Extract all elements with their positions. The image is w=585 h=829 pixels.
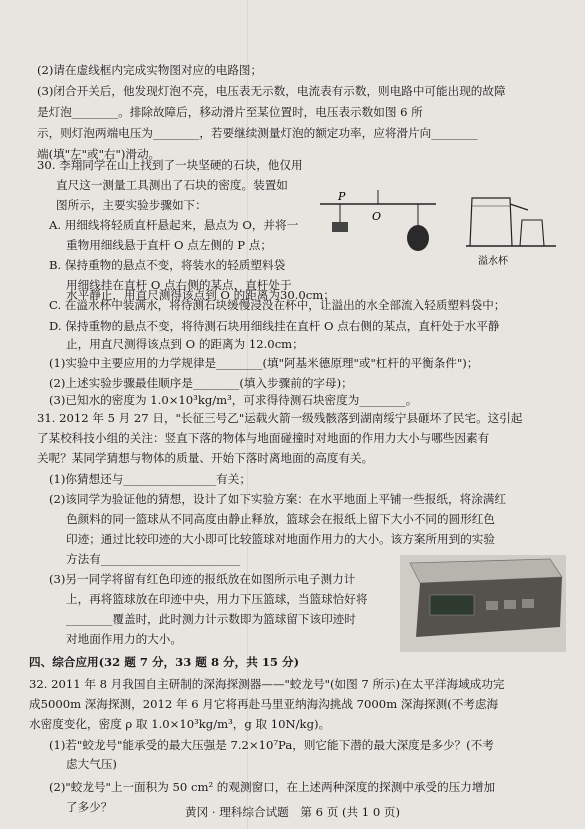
q29-part2: (2)请在虚线框内完成实物图对应的电路图； bbox=[37, 63, 263, 77]
overflow-cup-body bbox=[470, 198, 512, 246]
q30-sub3: (3)已知水的密度为 1.0×10³kg/m³，可求得待测石块密度为________。 bbox=[49, 393, 418, 407]
scale-button-2 bbox=[504, 600, 516, 609]
scale-button-3 bbox=[522, 599, 534, 608]
q30-sub1: (1)实验中主要应用的力学规律是________(填"阿基米德原理"或"杠杆的平衡条件")； bbox=[49, 356, 479, 370]
q31-sub3-line2: 上，再将篮球放在印迹中央，用力下压篮球，当篮球恰好将 bbox=[66, 592, 368, 606]
page-footer: 黄冈 · 理科综合试题 第 6 页 (共 1 0 页) bbox=[184, 805, 401, 819]
q30-step-a-line1: A. 用细线将轻质直杆悬起来，悬点为 O，并将一 bbox=[49, 218, 299, 232]
q31-sub2-line4: 方法有________________________ bbox=[66, 552, 240, 566]
q31-stem-line2: 了某校科技小组的关注：竖直下落的物体与地面碰撞时对地面的作用力大小与哪些因素有 bbox=[37, 431, 490, 445]
q32-sub2-line2: 了多少？ bbox=[66, 800, 113, 814]
q32-stem-line2: 成5000m 深海探测，2012 年 6 月它将再赴马里亚纳海沟挑战 7000m 深海探测(不考虑海 bbox=[29, 697, 499, 711]
q29-part3-line4: 端(填"左"或"右")滑动。 bbox=[37, 147, 161, 161]
q32-sub2-line1: (2)"蛟龙号"上一面积为 50 cm² 的观测窗口，在上述两种深度的探测中承受的压力增加 bbox=[49, 780, 496, 794]
q32-stem-line3: 水密度变化，密度 ρ 取 1.0×10³kg/m³，g 取 10N/kg)。 bbox=[29, 717, 331, 731]
section-four-heading: 四、综合应用(32 题 7 分，33 题 8 分，共 15 分) bbox=[29, 655, 300, 669]
electronic-scale-figure bbox=[400, 555, 566, 652]
q32-sub1-line1: (1)若"蛟龙号"能承受的最大压强是 7.2×10⁷Pa，则它能下潜的最大深度是多少？(不考 bbox=[49, 738, 494, 752]
overflow-spout bbox=[510, 204, 528, 210]
q31-sub1: (1)你猜想还与________________有关； bbox=[49, 472, 251, 486]
q32-sub1-line2: 虑大气压) bbox=[66, 757, 117, 771]
lever-apparatus-figure bbox=[318, 190, 438, 260]
plastic-bag bbox=[520, 220, 544, 246]
q30-step-b-line2: 用细线挂在直杆 O 点右侧的某点，直杆处于 bbox=[66, 278, 292, 292]
q30-step-d-line2: 止，用直尺测得该点到 O 的距离为 12.0cm； bbox=[66, 337, 304, 351]
q30-stem-line3: 图所示，主要实验步骤如下： bbox=[56, 198, 207, 212]
q30-step-d-line1: D. 保持重物的悬点不变，将待测石块用细线挂在直杆 O 点右侧的某点，直杆处于水平静 bbox=[49, 319, 500, 333]
q30-stem-line2: 直尺这一测量工具测出了石块的密度。装置如 bbox=[56, 178, 288, 192]
q29-part3-line2: 是灯泡________。排除故障后，移动滑片至某位置时，电压表示数如图 6 所 bbox=[37, 105, 423, 119]
q30-step-b-line1: B. 保持重物的悬点不变，将装水的轻质塑料袋 bbox=[49, 258, 286, 272]
q32-stem-line1: 32. 2011 年 8 月我国自主研制的深海探测器——"蛟龙号"(如图 7 所示)在太平洋海域成功完 bbox=[29, 677, 505, 691]
weight-block bbox=[332, 222, 348, 232]
scale-button-1 bbox=[486, 601, 498, 610]
q30-stem-line1: 30. 李翔同学在山上找到了一块坚硬的石块，他仅用 bbox=[37, 158, 303, 172]
q30-sub2: (2)上述实验步骤最佳顺序是________(填入步骤前的字母)； bbox=[49, 376, 353, 390]
overflow-cup-label: 溢水杯 bbox=[478, 256, 508, 267]
q31-sub2-line2: 色颜料的同一篮球从不同高度由静止释放，篮球会在报纸上留下大小不同的圆形红色 bbox=[66, 512, 495, 526]
q31-stem-line1: 31. 2012 年 5 月 27 日，"长征三号乙"运载火箭一级残骸落到湖南绥宁县砸坏了民宅。这引起 bbox=[37, 411, 523, 425]
q30-step-a-line2: 重物用细线悬于直杆 O 点左侧的 P 点； bbox=[66, 238, 272, 252]
q30-step-c: C. 在溢水杯中装满水，将待测石块缓慢浸没在杯中，让溢出的水全部流入轻质塑料袋中； bbox=[49, 298, 506, 312]
q31-sub2-line1: (2)该同学为验证他的猜想，设计了如下实验方案：在水平地面上平铺一些报纸，将涂满红 bbox=[49, 492, 506, 506]
label-point-o: O bbox=[372, 210, 382, 223]
q30-step-b-line3: 水平静止，用直尺测得该点到 O 的距离为30.0cm； bbox=[66, 288, 335, 302]
q31-sub3-line1: (3)另一同学将留有红色印迹的报纸放在如图所示电子测力计 bbox=[49, 572, 356, 586]
overflow-cup-figure bbox=[458, 148, 560, 268]
stone bbox=[407, 225, 429, 251]
label-point-p: P bbox=[338, 190, 346, 203]
q29-part3-line1: (3)闭合开关后，他发现灯泡不亮，电压表无示数，电流表有示数，则电路中可能出现的故障 bbox=[37, 84, 506, 98]
q31-stem-line3: 关呢？某同学猜想与物体的质量、开始下落时离地面的高度有关。 bbox=[37, 451, 374, 465]
scale-display bbox=[430, 595, 474, 615]
q29-part3-line3: 示，则灯泡两端电压为________，若要继续测量灯泡的额定功率，应将滑片向________ bbox=[37, 126, 478, 140]
q31-sub2-line3: 印迹；通过比较印迹的大小即可比较篮球对地面作用力的大小。该方案所用到的实验 bbox=[66, 532, 495, 546]
q31-sub3-line3: ________覆盖时，此时测力计示数即为篮球留下该印迹时 bbox=[66, 612, 356, 626]
q31-sub3-line4: 对地面作用力的大小。 bbox=[66, 632, 182, 646]
